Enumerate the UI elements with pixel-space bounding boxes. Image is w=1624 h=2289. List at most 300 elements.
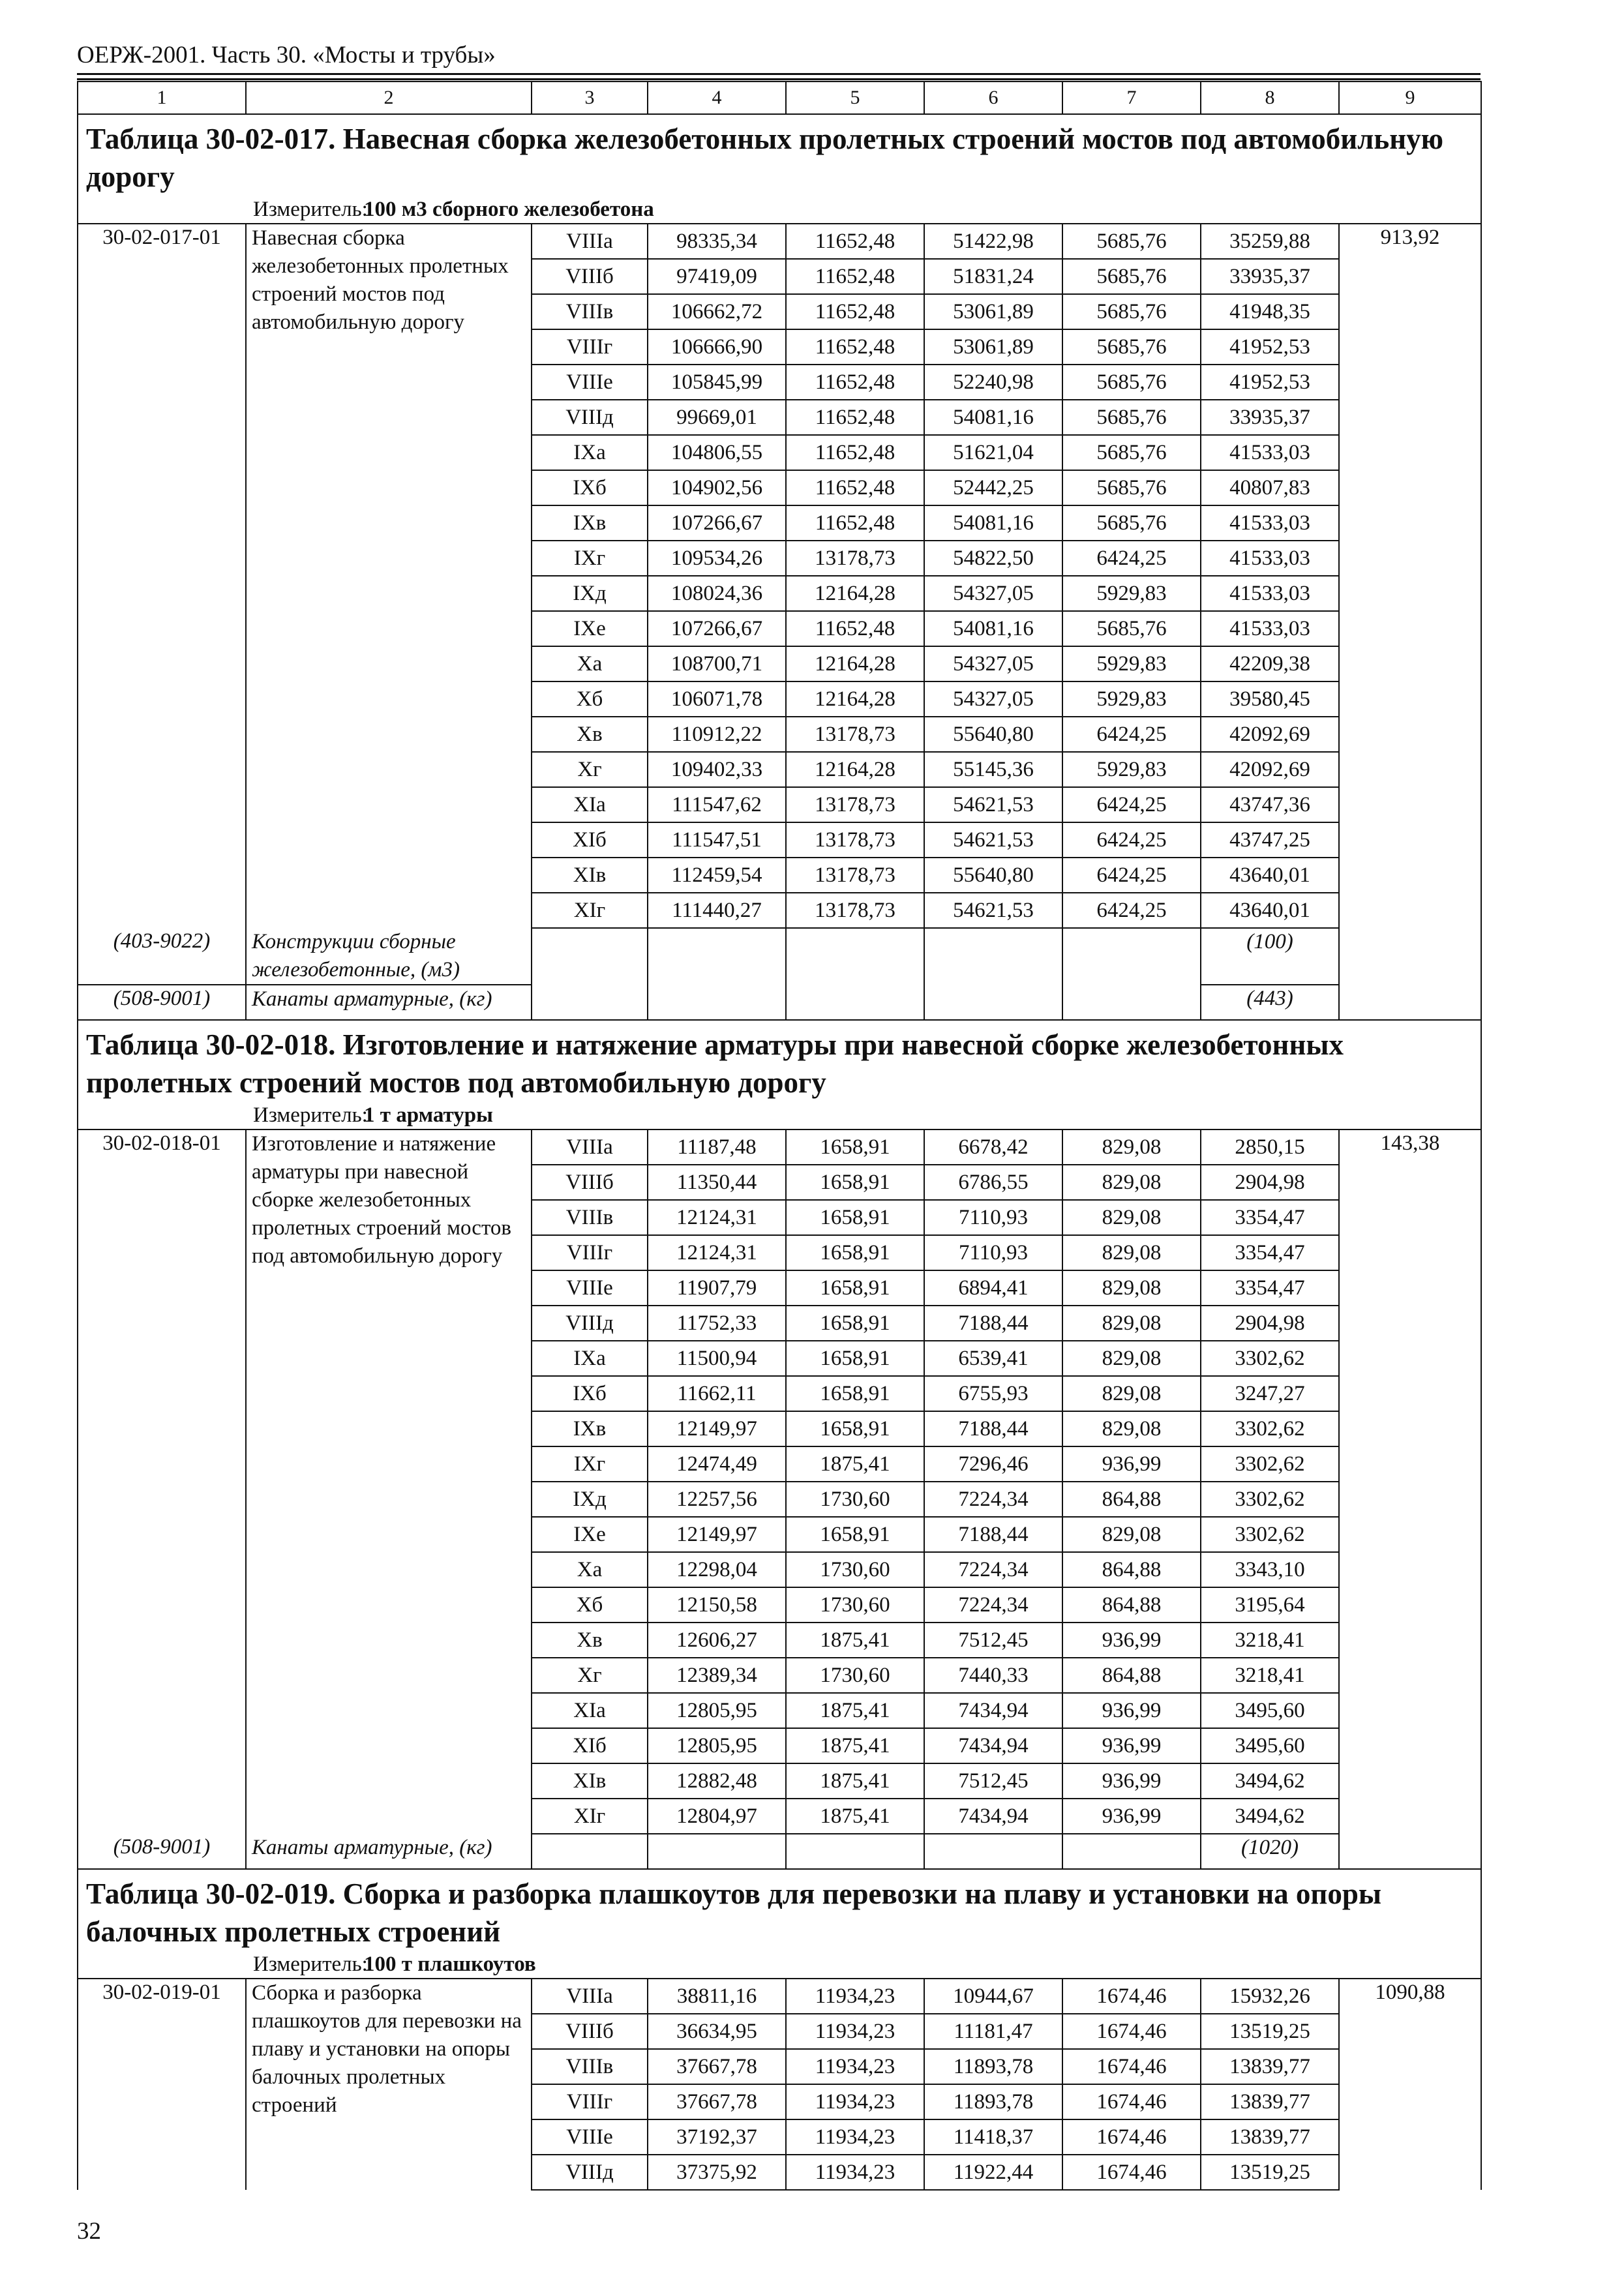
value-cell: 5929,83	[1062, 681, 1201, 717]
value-cell: 11652,48	[786, 294, 924, 329]
table-title-row	[78, 1020, 1481, 1101]
zone-cell: Xа	[532, 646, 648, 681]
value-cell: 41952,53	[1201, 365, 1339, 400]
value-cell: 109402,33	[648, 752, 786, 787]
column-number: 8	[1201, 82, 1339, 114]
value-cell: 15932,26	[1201, 1979, 1339, 2014]
value-cell: 37192,37	[648, 2119, 786, 2155]
header-rule-double	[77, 78, 1481, 80]
value-cell: 12804,97	[648, 1799, 786, 1834]
material-row	[78, 1834, 1481, 1869]
value-cell: 11934,23	[786, 1979, 924, 2014]
value-cell: 11934,23	[786, 2119, 924, 2155]
value-cell: 41952,53	[1201, 329, 1339, 365]
value-cell: 10944,67	[924, 1979, 1062, 2014]
unit-value: 1 т арматуры	[364, 1103, 493, 1127]
blank-cell	[648, 985, 786, 1020]
value-cell: 5685,76	[1062, 611, 1201, 646]
value-cell: 829,08	[1062, 1411, 1201, 1446]
value-cell: 41533,03	[1201, 576, 1339, 611]
value-cell: 11907,79	[648, 1270, 786, 1306]
value-cell: 11652,48	[786, 259, 924, 294]
zone-cell: VIIIа	[532, 1979, 648, 2014]
value-cell: 5685,76	[1062, 365, 1201, 400]
value-cell: 12149,97	[648, 1517, 786, 1552]
value-cell: 5685,76	[1062, 435, 1201, 470]
value-cell: 106666,90	[648, 329, 786, 365]
zone-cell: VIIIд	[532, 1306, 648, 1341]
value-cell: 936,99	[1062, 1763, 1201, 1799]
value-cell: 11652,48	[786, 365, 924, 400]
table-title-row	[78, 114, 1481, 196]
value-cell: 12882,48	[648, 1763, 786, 1799]
value-cell: 11652,48	[786, 435, 924, 470]
blank-cell	[786, 928, 924, 985]
value-cell: 1674,46	[1062, 2084, 1201, 2119]
value-cell: 12298,04	[648, 1552, 786, 1587]
value-cell: 41533,03	[1201, 505, 1339, 541]
rate-description: Изготовление и натяжение арматуры при навесной сборке железобетонных пролетных строений мостов под автомобильную дорогу	[246, 1130, 532, 1834]
zone-cell: IXб	[532, 470, 648, 505]
value-cell: 12164,28	[786, 752, 924, 787]
value-cell: 54822,50	[924, 541, 1062, 576]
value-cell: 3302,62	[1201, 1341, 1339, 1376]
value-cell: 3354,47	[1201, 1235, 1339, 1270]
value-cell: 7188,44	[924, 1306, 1062, 1341]
value-cell: 6755,93	[924, 1376, 1062, 1411]
blank-cell	[1062, 985, 1201, 1020]
value-cell: 829,08	[1062, 1270, 1201, 1306]
zone-cell: IXе	[532, 1517, 648, 1552]
value-cell: 13519,25	[1201, 2155, 1339, 2190]
value-cell: 11500,94	[648, 1341, 786, 1376]
zone-cell: IXа	[532, 1341, 648, 1376]
value-cell: 98335,34	[648, 224, 786, 259]
value-cell: 13178,73	[786, 822, 924, 858]
value-cell: 11418,37	[924, 2119, 1062, 2155]
value-cell: 13839,77	[1201, 2119, 1339, 2155]
value-cell: 40807,83	[1201, 470, 1339, 505]
zone-cell: IXв	[532, 1411, 648, 1446]
value-cell: 51621,04	[924, 435, 1062, 470]
value-cell: 109534,26	[648, 541, 786, 576]
value-cell: 42092,69	[1201, 752, 1339, 787]
material-value: (1020)	[1201, 1834, 1339, 1869]
value-cell: 13839,77	[1201, 2084, 1339, 2119]
value-cell: 11350,44	[648, 1165, 786, 1200]
table-title: Таблица 30-02-017. Навесная сборка железобетонных пролетных строений мостов под автомобильную дорогу	[78, 114, 1481, 196]
value-cell: 12149,97	[648, 1411, 786, 1446]
material-name: Канаты арматурные, (кг)	[246, 1834, 532, 1869]
value-cell: 864,88	[1062, 1482, 1201, 1517]
rates-table	[77, 81, 1482, 2191]
table-row	[78, 224, 1481, 259]
resource-value: 1090,88	[1339, 1979, 1481, 2190]
value-cell: 12150,58	[648, 1587, 786, 1623]
column-number: 7	[1062, 82, 1201, 114]
value-cell: 1875,41	[786, 1693, 924, 1728]
value-cell: 54621,53	[924, 893, 1062, 928]
value-cell: 111547,62	[648, 787, 786, 822]
value-cell: 37667,78	[648, 2049, 786, 2084]
unit-cell	[78, 1101, 1481, 1130]
material-name: Канаты арматурные, (кг)	[246, 985, 532, 1020]
value-cell: 1658,91	[786, 1270, 924, 1306]
value-cell: 936,99	[1062, 1623, 1201, 1658]
value-cell: 37375,92	[648, 2155, 786, 2190]
zone-cell: VIIIв	[532, 2049, 648, 2084]
value-cell: 38811,16	[648, 1979, 786, 2014]
value-cell: 829,08	[1062, 1165, 1201, 1200]
unit-cell	[78, 196, 1481, 224]
material-name: Конструкции сборные железобетонные, (м3)	[246, 928, 532, 985]
material-value: (443)	[1201, 985, 1339, 1020]
value-cell: 936,99	[1062, 1728, 1201, 1763]
value-cell: 42092,69	[1201, 717, 1339, 752]
value-cell: 55640,80	[924, 858, 1062, 893]
value-cell: 829,08	[1062, 1376, 1201, 1411]
value-cell: 97419,09	[648, 259, 786, 294]
zone-cell: IXе	[532, 611, 648, 646]
header-rule	[77, 73, 1481, 75]
value-cell: 13519,25	[1201, 2014, 1339, 2049]
value-cell: 5685,76	[1062, 224, 1201, 259]
zone-cell: VIIIв	[532, 1200, 648, 1235]
column-number: 5	[786, 82, 924, 114]
value-cell: 3302,62	[1201, 1411, 1339, 1446]
value-cell: 12805,95	[648, 1728, 786, 1763]
value-cell: 11934,23	[786, 2084, 924, 2119]
blank-cell	[924, 928, 1062, 985]
zone-cell: VIIIе	[532, 2119, 648, 2155]
value-cell: 6539,41	[924, 1341, 1062, 1376]
table-title: Таблица 30-02-019. Сборка и разборка плашкоутов для перевозки на плаву и установки на опоры балочных пролетных строений	[78, 1869, 1481, 1951]
value-cell: 11934,23	[786, 2155, 924, 2190]
value-cell: 43640,01	[1201, 858, 1339, 893]
value-cell: 7434,94	[924, 1728, 1062, 1763]
value-cell: 864,88	[1062, 1552, 1201, 1587]
value-cell: 7224,34	[924, 1482, 1062, 1517]
zone-cell: VIIIб	[532, 259, 648, 294]
zone-cell: Xг	[532, 752, 648, 787]
value-cell: 6424,25	[1062, 787, 1201, 822]
value-cell: 3218,41	[1201, 1623, 1339, 1658]
value-cell: 864,88	[1062, 1587, 1201, 1623]
value-cell: 3495,60	[1201, 1693, 1339, 1728]
value-cell: 11652,48	[786, 400, 924, 435]
unit-value: 100 т плашкоутов	[364, 1952, 536, 1976]
value-cell: 108024,36	[648, 576, 786, 611]
value-cell: 12164,28	[786, 576, 924, 611]
zone-cell: IXг	[532, 1446, 648, 1482]
zone-cell: XIв	[532, 858, 648, 893]
value-cell: 51422,98	[924, 224, 1062, 259]
value-cell: 39580,45	[1201, 681, 1339, 717]
resource-value: 143,38	[1339, 1130, 1481, 1834]
blank-cell	[924, 1834, 1062, 1869]
zone-cell: Xб	[532, 681, 648, 717]
column-number: 6	[924, 82, 1062, 114]
value-cell: 12257,56	[648, 1482, 786, 1517]
zone-cell: VIIIб	[532, 1165, 648, 1200]
value-cell: 104806,55	[648, 435, 786, 470]
zone-cell: VIIIб	[532, 2014, 648, 2049]
zone-cell: XIа	[532, 787, 648, 822]
unit-label: Измеритель:	[253, 198, 368, 221]
value-cell: 5929,83	[1062, 576, 1201, 611]
value-cell: 829,08	[1062, 1517, 1201, 1552]
value-cell: 3354,47	[1201, 1200, 1339, 1235]
value-cell: 7512,45	[924, 1623, 1062, 1658]
value-cell: 3343,10	[1201, 1552, 1339, 1587]
value-cell: 43640,01	[1201, 893, 1339, 928]
value-cell: 55145,36	[924, 752, 1062, 787]
unit-value: 100 м3 сборного железобетона	[364, 198, 654, 221]
value-cell: 54081,16	[924, 611, 1062, 646]
unit-cell	[78, 1951, 1481, 1979]
zone-cell: Xв	[532, 717, 648, 752]
blank-cell	[786, 985, 924, 1020]
value-cell: 54621,53	[924, 787, 1062, 822]
table-row	[78, 1130, 1481, 1165]
blank-cell	[1339, 1834, 1481, 1869]
value-cell: 41533,03	[1201, 541, 1339, 576]
value-cell: 1658,91	[786, 1200, 924, 1235]
value-cell: 1674,46	[1062, 2014, 1201, 2049]
column-number-row	[78, 82, 1481, 114]
rate-code: 30-02-018-01	[78, 1130, 246, 1834]
column-number: 2	[246, 82, 532, 114]
material-row	[78, 928, 1481, 985]
table-title: Таблица 30-02-018. Изготовление и натяжение арматуры при навесной сборке железобетонных пролетных строений мостов под автомобильную дорогу	[78, 1020, 1481, 1101]
zone-cell: IXг	[532, 541, 648, 576]
value-cell: 13178,73	[786, 858, 924, 893]
value-cell: 7110,93	[924, 1200, 1062, 1235]
page-header: ОЕРЖ-2001. Часть 30. «Мосты и трубы»	[77, 42, 496, 68]
resource-value: 913,92	[1339, 224, 1481, 928]
value-cell: 936,99	[1062, 1799, 1201, 1834]
value-cell: 1875,41	[786, 1763, 924, 1799]
table-row	[78, 1979, 1481, 2014]
value-cell: 11893,78	[924, 2049, 1062, 2084]
value-cell: 864,88	[1062, 1658, 1201, 1693]
value-cell: 106071,78	[648, 681, 786, 717]
material-row	[78, 985, 1481, 1020]
unit-row	[78, 196, 1481, 224]
rate-description: Сборка и разборка плашкоутов для перевозки на плаву и установки на опоры балочных пролетных строений	[246, 1979, 532, 2190]
value-cell: 11652,48	[786, 611, 924, 646]
value-cell: 43747,36	[1201, 787, 1339, 822]
value-cell: 13178,73	[786, 717, 924, 752]
value-cell: 54327,05	[924, 681, 1062, 717]
value-cell: 54081,16	[924, 505, 1062, 541]
value-cell: 51831,24	[924, 259, 1062, 294]
value-cell: 2850,15	[1201, 1130, 1339, 1165]
value-cell: 3302,62	[1201, 1482, 1339, 1517]
value-cell: 41948,35	[1201, 294, 1339, 329]
value-cell: 33935,37	[1201, 259, 1339, 294]
column-number: 1	[78, 82, 246, 114]
value-cell: 829,08	[1062, 1235, 1201, 1270]
value-cell: 1658,91	[786, 1165, 924, 1200]
value-cell: 12124,31	[648, 1235, 786, 1270]
value-cell: 3302,62	[1201, 1446, 1339, 1482]
blank-cell	[924, 985, 1062, 1020]
value-cell: 53061,89	[924, 294, 1062, 329]
unit-row	[78, 1101, 1481, 1130]
value-cell: 36634,95	[648, 2014, 786, 2049]
value-cell: 11922,44	[924, 2155, 1062, 2190]
value-cell: 12389,34	[648, 1658, 786, 1693]
value-cell: 52240,98	[924, 365, 1062, 400]
value-cell: 41533,03	[1201, 435, 1339, 470]
value-cell: 42209,38	[1201, 646, 1339, 681]
zone-cell: IXб	[532, 1376, 648, 1411]
rate-description: Навесная сборка железобетонных пролетных строений мостов под автомобильную дорогу	[246, 224, 532, 928]
value-cell: 6786,55	[924, 1165, 1062, 1200]
material-code: (403-9022)	[78, 928, 246, 985]
value-cell: 1875,41	[786, 1623, 924, 1658]
value-cell: 12164,28	[786, 646, 924, 681]
value-cell: 1730,60	[786, 1482, 924, 1517]
value-cell: 11934,23	[786, 2014, 924, 2049]
value-cell: 5685,76	[1062, 400, 1201, 435]
value-cell: 12606,27	[648, 1623, 786, 1658]
value-cell: 54327,05	[924, 646, 1062, 681]
value-cell: 11893,78	[924, 2084, 1062, 2119]
value-cell: 7434,94	[924, 1693, 1062, 1728]
value-cell: 6424,25	[1062, 541, 1201, 576]
blank-cell	[532, 928, 648, 985]
value-cell: 7110,93	[924, 1235, 1062, 1270]
value-cell: 3494,62	[1201, 1799, 1339, 1834]
value-cell: 11652,48	[786, 470, 924, 505]
material-value: (100)	[1201, 928, 1339, 985]
page-number: 32	[77, 2218, 101, 2245]
column-number: 9	[1339, 82, 1481, 114]
blank-cell	[648, 1834, 786, 1869]
value-cell: 1658,91	[786, 1130, 924, 1165]
value-cell: 108700,71	[648, 646, 786, 681]
value-cell: 13178,73	[786, 787, 924, 822]
column-number: 4	[648, 82, 786, 114]
value-cell: 1658,91	[786, 1341, 924, 1376]
value-cell: 829,08	[1062, 1306, 1201, 1341]
value-cell: 6894,41	[924, 1270, 1062, 1306]
value-cell: 11187,48	[648, 1130, 786, 1165]
value-cell: 5685,76	[1062, 259, 1201, 294]
value-cell: 12124,31	[648, 1200, 786, 1235]
value-cell: 11752,33	[648, 1306, 786, 1341]
zone-cell: XIб	[532, 1728, 648, 1763]
value-cell: 111547,51	[648, 822, 786, 858]
zone-cell: VIIIд	[532, 400, 648, 435]
value-cell: 829,08	[1062, 1200, 1201, 1235]
zone-cell: XIг	[532, 893, 648, 928]
value-cell: 6424,25	[1062, 858, 1201, 893]
zone-cell: XIг	[532, 1799, 648, 1834]
value-cell: 1730,60	[786, 1587, 924, 1623]
zone-cell: VIIIа	[532, 224, 648, 259]
material-code: (508-9001)	[78, 985, 246, 1020]
value-cell: 5685,76	[1062, 294, 1201, 329]
value-cell: 7434,94	[924, 1799, 1062, 1834]
value-cell: 936,99	[1062, 1446, 1201, 1482]
column-number: 3	[532, 82, 648, 114]
value-cell: 3495,60	[1201, 1728, 1339, 1763]
value-cell: 104902,56	[648, 470, 786, 505]
rate-code: 30-02-019-01	[78, 1979, 246, 2190]
value-cell: 5929,83	[1062, 646, 1201, 681]
zone-cell: IXд	[532, 576, 648, 611]
zone-cell: VIIIе	[532, 365, 648, 400]
zone-cell: IXв	[532, 505, 648, 541]
unit-label: Измеритель:	[253, 1103, 368, 1127]
value-cell: 1674,46	[1062, 1979, 1201, 2014]
value-cell: 7188,44	[924, 1411, 1062, 1446]
value-cell: 3247,27	[1201, 1376, 1339, 1411]
zone-cell: XIв	[532, 1763, 648, 1799]
value-cell: 41533,03	[1201, 611, 1339, 646]
value-cell: 1658,91	[786, 1411, 924, 1446]
zone-cell: IXа	[532, 435, 648, 470]
value-cell: 1658,91	[786, 1376, 924, 1411]
zone-cell: VIIIв	[532, 294, 648, 329]
blank-cell	[532, 1834, 648, 1869]
value-cell: 6678,42	[924, 1130, 1062, 1165]
value-cell: 829,08	[1062, 1130, 1201, 1165]
value-cell: 12164,28	[786, 681, 924, 717]
value-cell: 5685,76	[1062, 329, 1201, 365]
value-cell: 1875,41	[786, 1446, 924, 1482]
material-code: (508-9001)	[78, 1834, 246, 1869]
value-cell: 1658,91	[786, 1235, 924, 1270]
value-cell: 33935,37	[1201, 400, 1339, 435]
value-cell: 1658,91	[786, 1517, 924, 1552]
table-title-row	[78, 1869, 1481, 1951]
zone-cell: XIа	[532, 1693, 648, 1728]
value-cell: 2904,98	[1201, 1306, 1339, 1341]
value-cell: 3354,47	[1201, 1270, 1339, 1306]
blank-cell	[1339, 928, 1481, 985]
value-cell: 11652,48	[786, 329, 924, 365]
value-cell: 7296,46	[924, 1446, 1062, 1482]
zone-cell: VIIIе	[532, 1270, 648, 1306]
blank-cell	[648, 928, 786, 985]
value-cell: 54621,53	[924, 822, 1062, 858]
value-cell: 107266,67	[648, 611, 786, 646]
unit-row	[78, 1951, 1481, 1979]
value-cell: 1674,46	[1062, 2119, 1201, 2155]
value-cell: 6424,25	[1062, 822, 1201, 858]
blank-cell	[1062, 1834, 1201, 1869]
value-cell: 5685,76	[1062, 470, 1201, 505]
value-cell: 829,08	[1062, 1341, 1201, 1376]
value-cell: 11652,48	[786, 224, 924, 259]
value-cell: 5685,76	[1062, 505, 1201, 541]
value-cell: 6424,25	[1062, 893, 1201, 928]
zone-cell: Xб	[532, 1587, 648, 1623]
value-cell: 3494,62	[1201, 1763, 1339, 1799]
value-cell: 43747,25	[1201, 822, 1339, 858]
rate-code: 30-02-017-01	[78, 224, 246, 928]
blank-cell	[532, 985, 648, 1020]
value-cell: 12474,49	[648, 1446, 786, 1482]
value-cell: 1658,91	[786, 1306, 924, 1341]
value-cell: 3195,64	[1201, 1587, 1339, 1623]
value-cell: 6424,25	[1062, 717, 1201, 752]
value-cell: 99669,01	[648, 400, 786, 435]
